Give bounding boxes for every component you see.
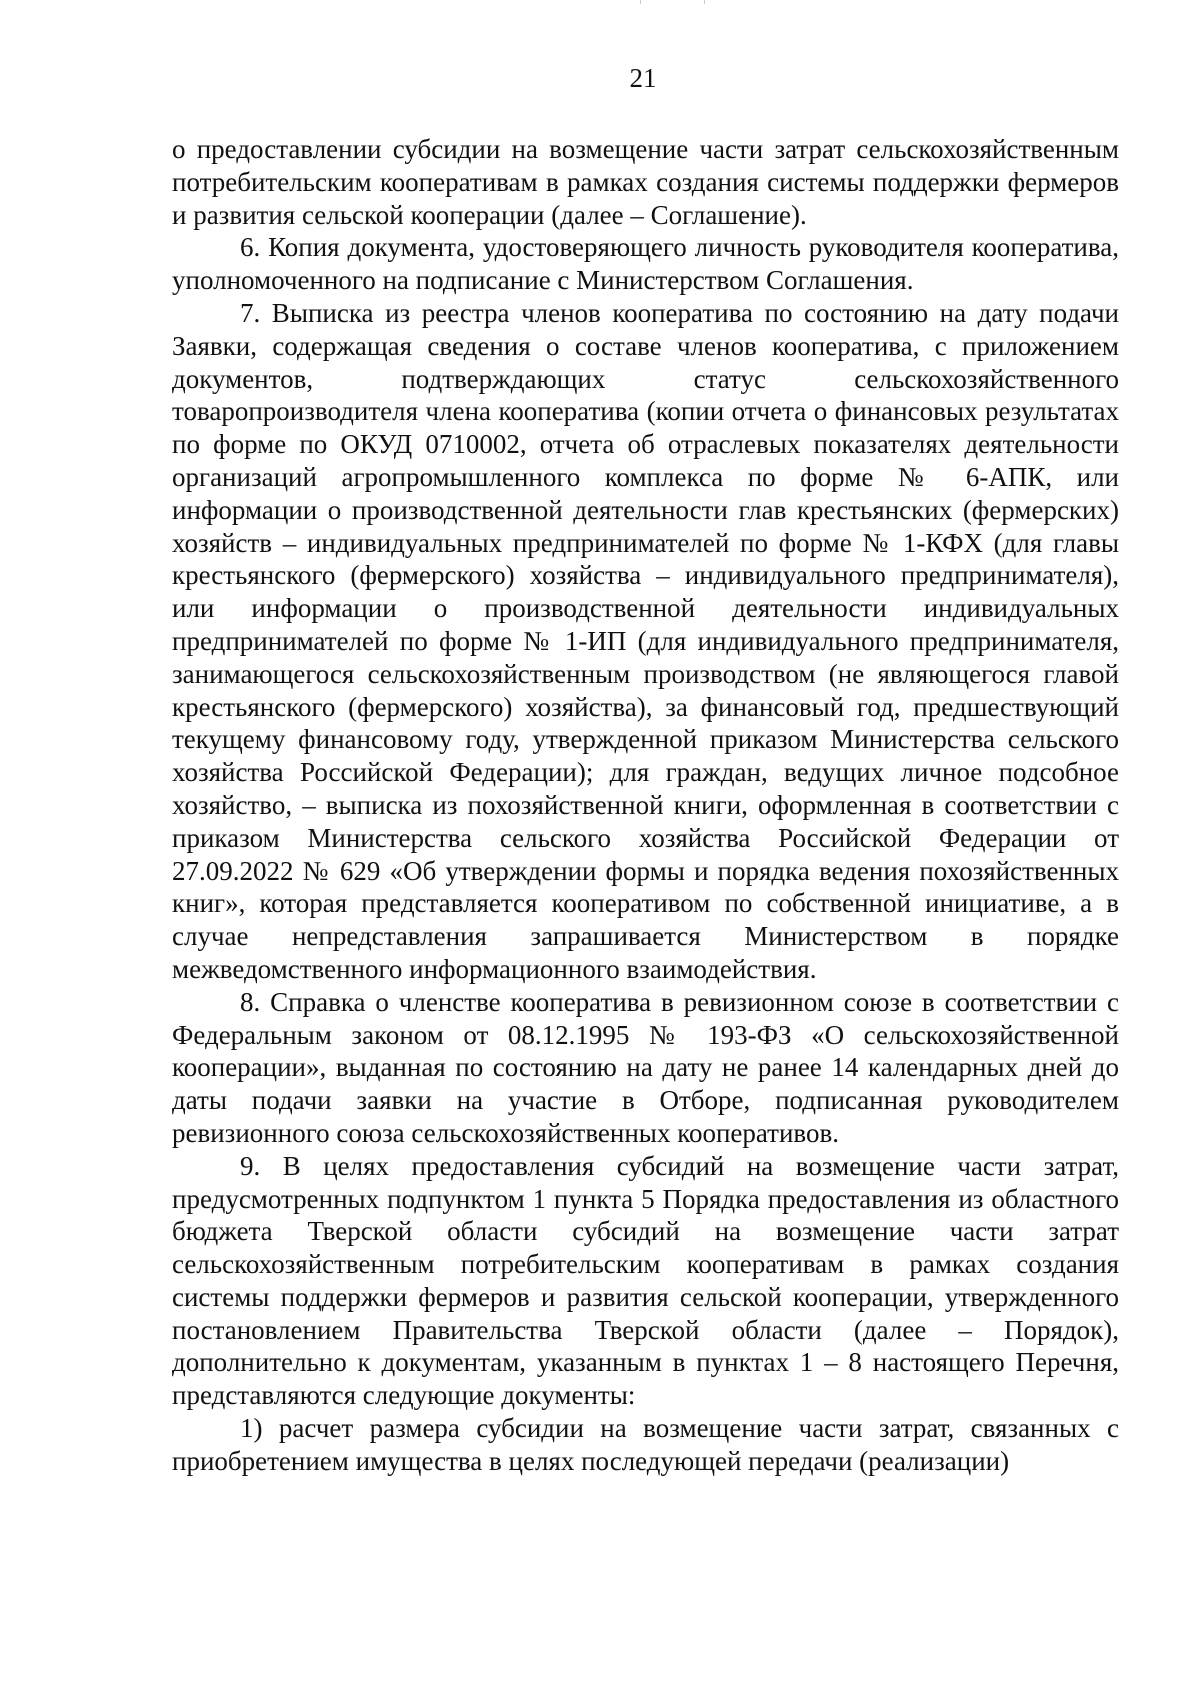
paragraph-subitem-1: 1) расчет размера субсидии на возмещение части затрат, связанных с приобретением имущества в целях последующей передачи (реализации) bbox=[172, 1413, 1119, 1476]
paragraph-item-9: 9. В целях предоставления субсидий на возмещение части затрат, предусмотренных подпунктом 1 пункта 5 Порядка предоставления из областного бюджета Тверской области субсидий на возмещение части затрат сельскохозяйственным потребительским кооперативам в рамках создания системы поддержки фермеров и развития сельской кооперации, утвержденного постановлением Правительства Тверской области (далее – Порядок), дополнительно к документам, указанным в пунктах 1 – 8 настоящего Перечня, представляются следующие документы: bbox=[172, 1150, 1119, 1411]
page-number: 21 bbox=[629, 63, 657, 93]
paragraph-item-6: 6. Копия документа, удостоверяющего личность руководителя кооператива, уполномоченного на подписание с Министерством Соглашения. bbox=[172, 232, 1119, 296]
paragraph-continuation: о предоставлении субсидии на возмещение части затрат сельскохозяйственным потребительским кооперативам в рамках создания системы поддержки фермеров и развития сельской кооперации (далее – Соглашение). bbox=[172, 134, 1119, 230]
paragraph-item-7: 7. Выписка из реестра членов кооператива по состоянию на дату подачи Заявки, содержащая сведения о составе членов кооператива, с приложением документов, подтверждающих статус сельскохозяйственного товаропроизводителя члена кооператива (копии отчета о финансовых результатах по форме по ОКУД 0710002, отчета об отраслевых показателях деятельности организаций агропромышленного комплекса по форме № 6-АПК, или информации о производственной деятельности глав крестьянских (фермерских) хозяйств – индивидуальных предпринимателей по форме № 1-КФХ (для главы крестьянского (фермерского) хозяйства – индивидуального предпринимателя), или информации о производственной деятельности индивидуальных предпринимателей по форме № 1-ИП (для индивидуального предпринимателя, занимающегося сельскохозяйственным производством (не являющегося главой крестьянского (фермерского) хозяйства), за финансовый год, предшествующий текущему финансовому году, утвержденной приказом Министерства сельского хозяйства Российской Федерации); для граждан, ведущих личное подсобное хозяйство, – выписка из похозяйственной книги, оформленная в соответствии с приказом Министерства сельского хозяйства Российской Федерации от 27.09.2022 № 629 «Об утверждении формы и порядка ведения похозяйственных книг», которая представляется кооперативом по собственной инициативе, а в случае непредставления запрашивается Министерством в порядке межведомственного информационного взаимодействия. bbox=[172, 297, 1119, 984]
paragraph-item-8: 8. Справка о членстве кооператива в ревизионном союзе в соответствии с Федеральным законом от 08.12.1995 № 193-ФЗ «О сельскохозяйственной кооперации», выданная по состоянию на дату не ранее 14 календарных дней до даты подачи заявки на участие в Отборе, подписанная руководителем ревизионного союза сельскохозяйственных кооперативов. bbox=[172, 986, 1119, 1148]
document-body bbox=[172, 133, 1119, 1478]
scan-edge-marks bbox=[640, 0, 720, 10]
